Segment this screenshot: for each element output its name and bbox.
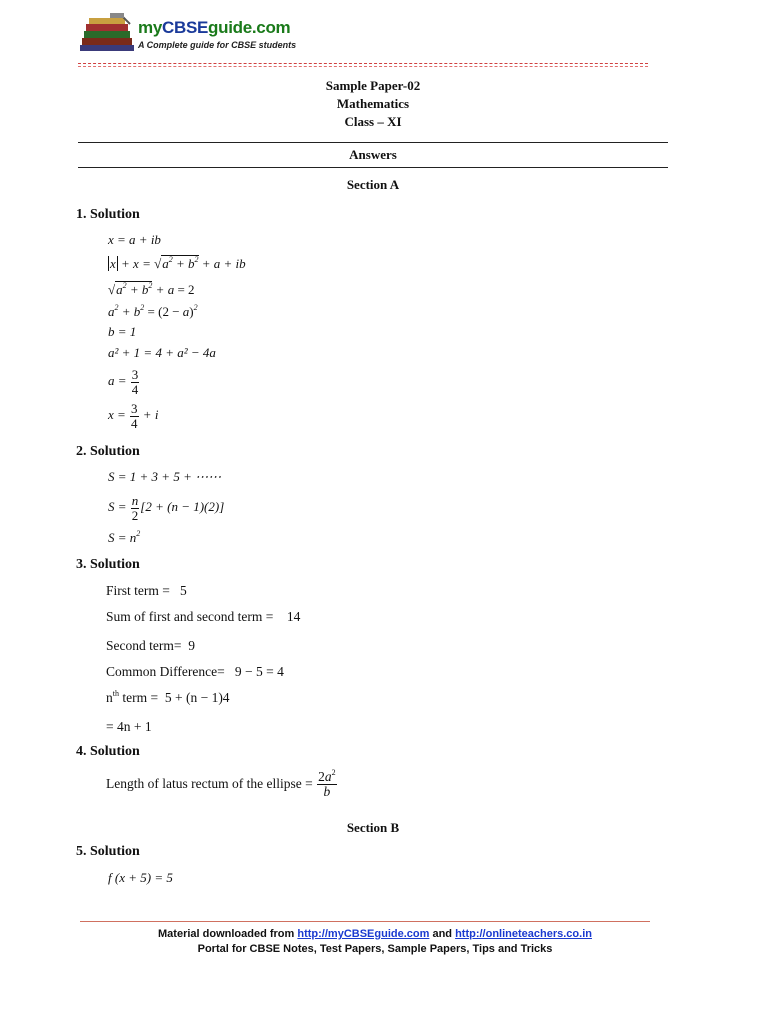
section-b-heading: Section B (346, 820, 400, 835)
q2-heading: 2. Solution (76, 444, 140, 459)
q2-line3: $S = n^2$ (108, 529, 141, 545)
answers-bottom-rule (78, 167, 668, 168)
onlineteachers-link[interactable]: http://onlineteachers.co.in (455, 928, 592, 940)
mycbseguide-link[interactable]: http://myCBSEguide.com (297, 928, 430, 940)
q2-line2: S = $\frac{n}{2}$ [2 + (n − 1)(2)] (108, 493, 225, 523)
subject-title: Mathematics (336, 96, 410, 111)
q5-heading: 5. Solution (76, 844, 140, 859)
q1-line8: x = $\frac{3}{4}$ + i (108, 401, 159, 431)
footer-divider (80, 921, 650, 922)
q1-heading: 1. Solution (76, 207, 140, 222)
section-a-heading: Section A (346, 177, 400, 192)
q3-sum: Sum of first and second term = 14 (106, 609, 301, 624)
q1-line1: x = a + ib (108, 232, 161, 247)
footer-portal-text: Portal for CBSE Notes, Test Papers, Sample Papers, Tips and Tricks (197, 943, 553, 955)
q1-line6: a² + 1 = 4 + a² − 4a (108, 345, 216, 360)
class-title: Class – XI (344, 114, 402, 129)
q1-line4: $a^2 + b^2 = (2 - a)^2$ (108, 303, 198, 319)
footer-source: Material downloaded from http://myCBSEguide.com and http://onlineteachers.co.in (158, 928, 592, 940)
q2-line1: S = 1 + 3 + 5 + ⋯⋯ (108, 469, 222, 484)
q1-line2: $x + x = √a^2 + b^2 + a$ + ib (110, 255, 246, 271)
logo-title: myCBSEguide.com (138, 18, 291, 37)
logo-tagline: A Complete guide for CBSE students (138, 40, 297, 50)
q3-final: = 4n + 1 (106, 719, 152, 734)
books-logo-icon (80, 12, 136, 54)
q3-common-difference: Common Difference= 9 − 5 = 4 (106, 664, 284, 679)
header-divider-2 (78, 66, 648, 67)
q1-line7: a = $\frac{3}{4}$ (108, 367, 139, 397)
q3-first-term: First term = 5 (106, 583, 187, 598)
q4-heading: 4. Solution (76, 744, 140, 759)
header-divider (78, 63, 648, 64)
q4-latus-rectum: Length of latus rectum of the ellipse = $\frac{2a^2}{b}$ (106, 768, 336, 800)
q1-line3: $√a^2 + b^2 + a = 2$ (108, 281, 195, 297)
q3-heading: 3. Solution (76, 557, 140, 572)
q5-line1: f (x + 5) = 5 (108, 870, 173, 885)
q3-nth-term: $n^{th}$ term = 5 + (n − 1)4 (106, 689, 230, 705)
answers-top-rule (78, 142, 668, 143)
answers-heading: Answers (349, 147, 397, 162)
paper-title: Sample Paper-02 (325, 78, 421, 93)
q3-second-term: Second term= 9 (106, 638, 195, 653)
q1-line5: b = 1 (108, 324, 137, 339)
